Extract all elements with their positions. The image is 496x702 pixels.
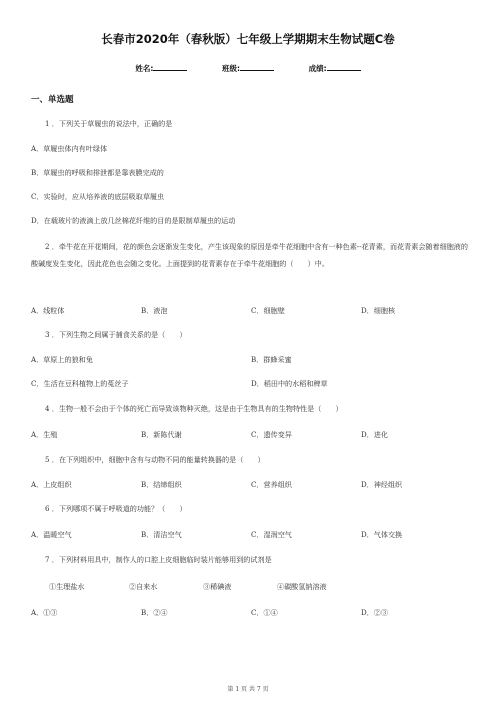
question-4-option-c[interactable]: C．遗传变异 [251, 430, 292, 439]
section-title: 一、单选题 [31, 95, 74, 105]
question-7-option-c[interactable]: C．①④ [251, 608, 278, 617]
name-field: 姓名: [135, 63, 187, 74]
name-blank[interactable] [153, 63, 187, 71]
question-1-option-d[interactable]: D．在载玻片的液滴上放几丝棉花纤维的目的是限制草履虫的运动 [31, 216, 236, 225]
question-7-item-2: ②自来水 [129, 582, 158, 591]
student-info [0, 63, 496, 74]
question-3-stem: 3 ．下列生物之间属于捕食关系的是（ ） [45, 330, 187, 339]
question-1-option-a[interactable]: A．草履虫体内有叶绿体 [31, 144, 108, 153]
page-footer: 第 1 页 共 7 页 [227, 686, 269, 693]
question-2-option-c[interactable]: C．细胞壁 [251, 306, 285, 315]
question-3-option-d[interactable]: D．稻田中的水稻和稗草 [251, 379, 328, 388]
question-5-option-c[interactable]: C．营养组织 [251, 480, 292, 489]
question-2-stem: 2 ．牵牛花在开花期间，花的颜色会逐渐发生变化，产生该现象的原因是牵牛花细胞中含有一种色素--花青素，而花青素会随着细胞液的酸碱度发生变化，因此花色也会随之变化。上面提到的花青素存在于牵牛花细胞的（ ）中。 [31, 242, 468, 268]
question-5-stem: 5 ．在下列组织中，细胞中含有与动物不同的能量转换器的是（ ） [45, 455, 265, 464]
question-4-option-d[interactable]: D．进化 [361, 430, 388, 439]
question-3-option-a[interactable]: A．草原上的狼和兔 [31, 355, 93, 364]
question-4-option-a[interactable]: A．生殖 [31, 430, 58, 439]
question-1-stem: 1 ．下列关于草履虫的说法中，正确的是 [45, 119, 173, 128]
question-7-item-4: ④碳酸氢钠溶液 [277, 582, 327, 591]
question-5-option-d[interactable]: D．神经组织 [361, 480, 403, 489]
question-7-stem: 7 ．下列材料用具中，制作人的口腔上皮细胞临时装片能够用到的试剂是 [45, 555, 272, 564]
question-6-stem: 6 ．下列哪项不属于呼吸道的功能？（ ） [45, 504, 187, 513]
class-blank[interactable] [240, 63, 274, 71]
question-7-item-1: ①生理盐水 [49, 582, 85, 591]
question-7-item-3: ③稀碘液 [203, 582, 232, 591]
question-6-option-c[interactable]: C．湿润空气 [251, 530, 292, 539]
question-2-option-a[interactable]: A．线粒体 [31, 306, 65, 315]
question-6-option-b[interactable]: B．清洁空气 [141, 530, 182, 539]
question-2-option-d[interactable]: D．细胞核 [361, 306, 396, 315]
question-3-option-b[interactable]: B．群蜂采蜜 [251, 355, 292, 364]
question-4-option-b[interactable]: B．新陈代谢 [141, 430, 182, 439]
question-3-option-c[interactable]: C．生活在豆科植物上的菟丝子 [31, 379, 129, 388]
score-field: 成绩: [309, 63, 361, 74]
question-1-option-b[interactable]: B．草履虫的呼吸和排泄都是靠表膜完成的 [31, 168, 164, 177]
exam-title: 长春市2020年（春秋版）七年级上学期期末生物试题C卷 [101, 32, 395, 46]
question-1-option-c[interactable]: C．实验时，应从培养液的底层吸取草履虫 [31, 192, 165, 201]
question-5-option-a[interactable]: A．上皮组织 [31, 480, 72, 489]
question-7-option-d[interactable]: D．②③ [361, 608, 388, 617]
question-7-option-a[interactable]: A．①③ [31, 608, 58, 617]
question-5-option-b[interactable]: B．结缔组织 [141, 480, 182, 489]
question-2-option-b[interactable]: B．液泡 [141, 306, 168, 315]
score-blank[interactable] [327, 63, 361, 71]
question-7-option-b[interactable]: B．②④ [141, 608, 168, 617]
question-4-stem: 4 ．生物一般不会由于个体的死亡而导致该物种灭绝，这是由于生物具有的生物特性是（ ） [45, 404, 343, 413]
class-field: 班级: [222, 63, 274, 74]
question-6-option-a[interactable]: A．温暖空气 [31, 530, 72, 539]
question-6-option-d[interactable]: D．气体交换 [361, 530, 403, 539]
